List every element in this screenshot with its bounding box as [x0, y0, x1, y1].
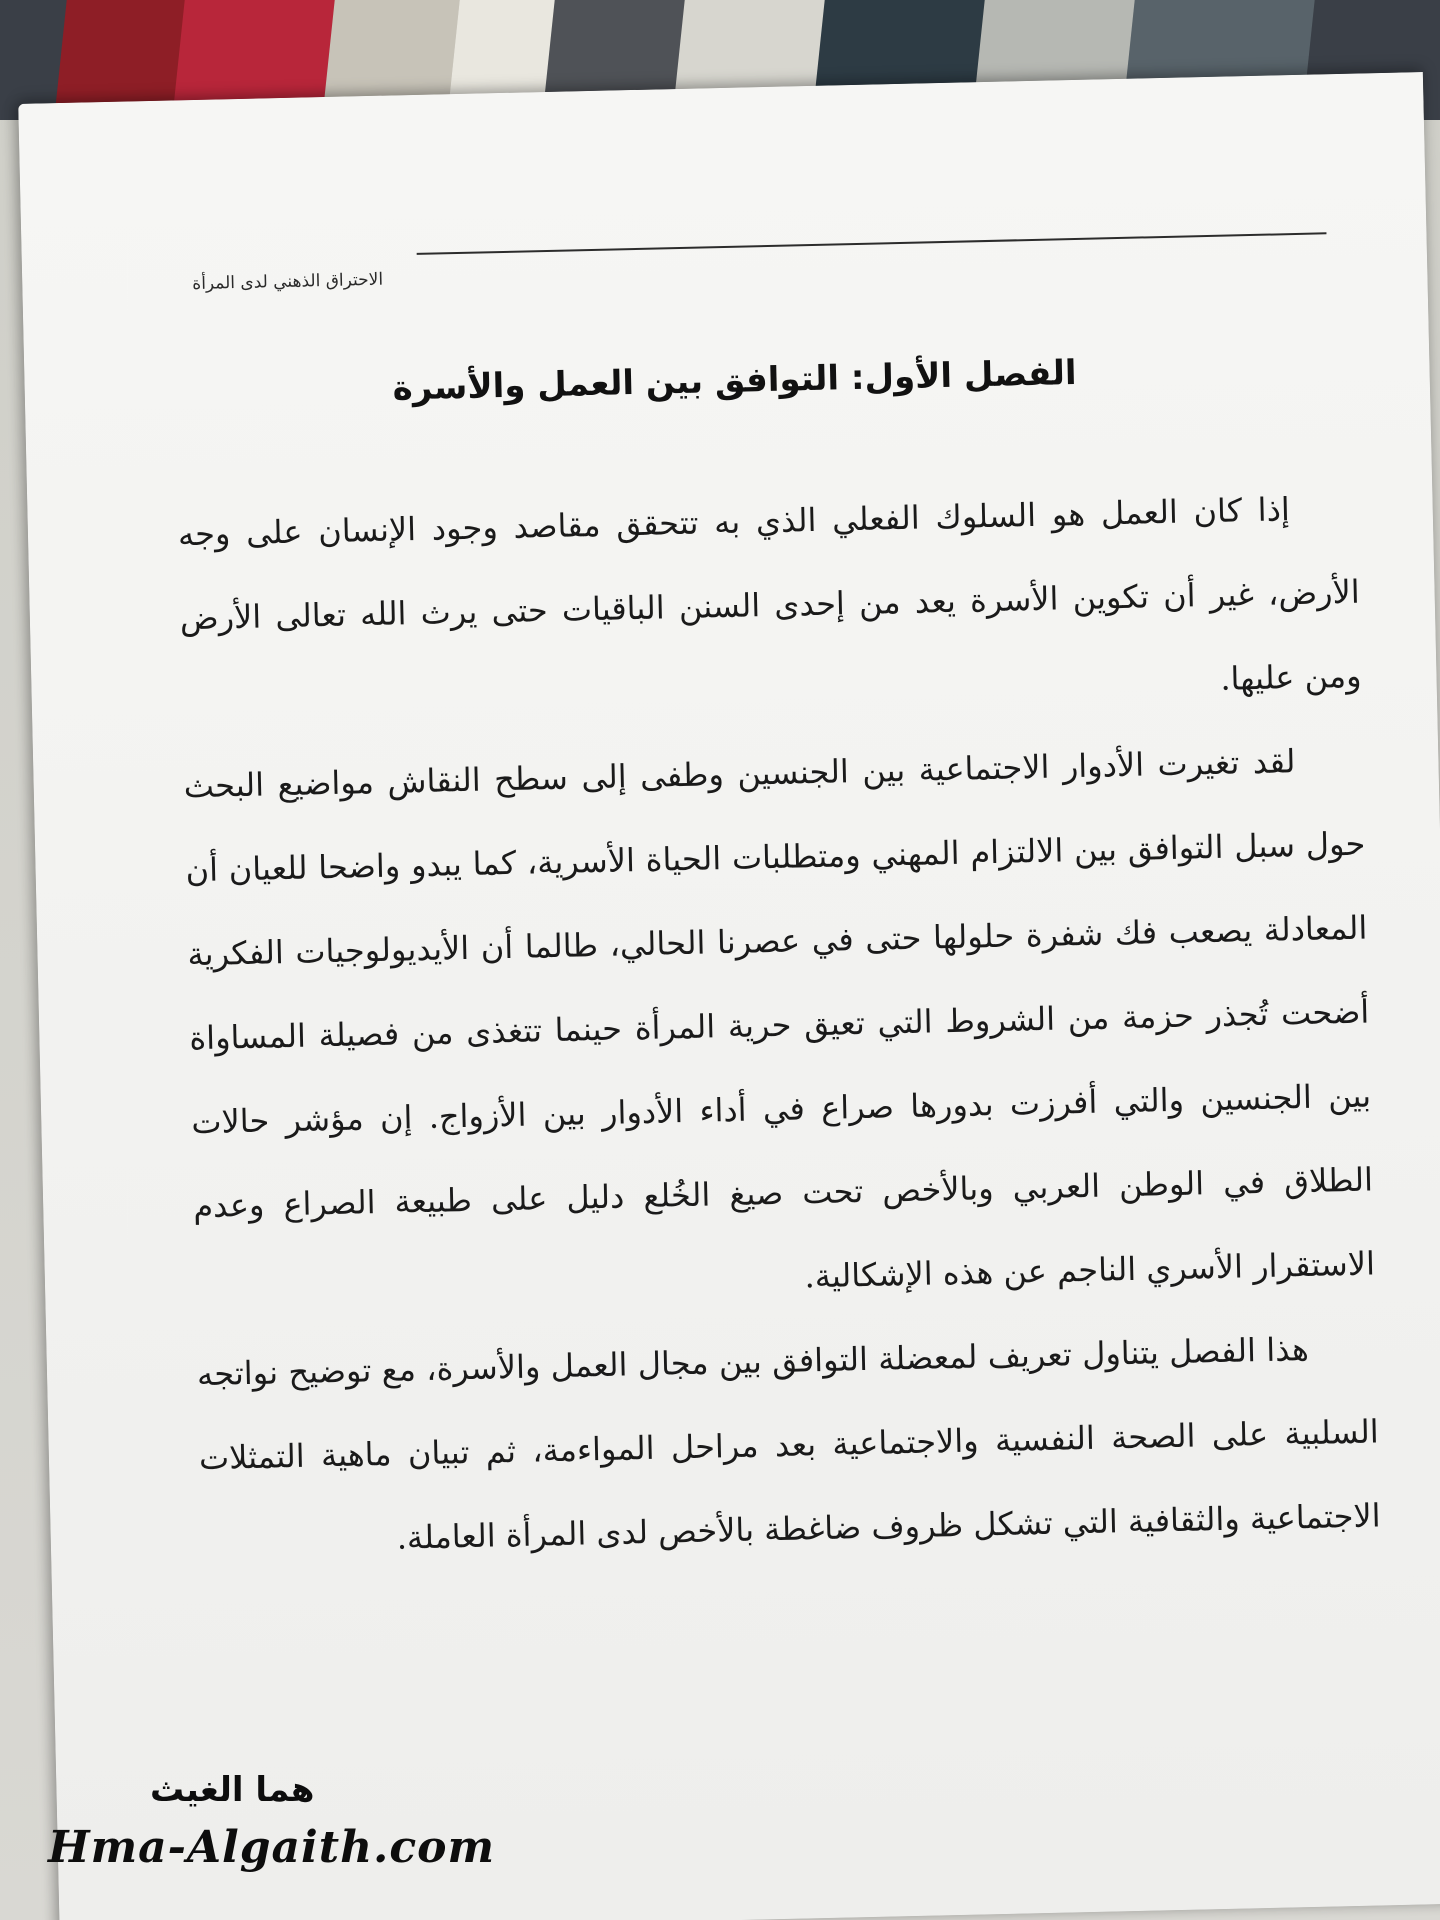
watermark-url: Hma-Algaith.com — [48, 1822, 496, 1873]
running-head: الاحتراق الذهني لدى المرأة — [192, 269, 384, 295]
chapter-title: الفصل الأول: التوافق بين العمل والأسرة — [392, 352, 1078, 409]
body-text — [177, 466, 1381, 1584]
header-rule — [417, 232, 1327, 255]
book-page — [18, 72, 1440, 1920]
paragraph: إذا كان العمل هو السلوك الفعلي الذي به تتحقق مقاصد وجود الإنسان على وجه الأرض، غير أن تكوين الأسرة يعد من إحدى السنن الباقيات حتى يرث الله تعالى الأرض ومن عليها. — [177, 490, 1362, 698]
paragraph: لقد تغيرت الأدوار الاجتماعية بين الجنسين وطفى إلى سطح النقاش مواضيع البحث حول سبل التوافق بين الالتزام المهني ومتطلبات الحياة الأسرية، كما يبدو واضحا للعيان أن المعادلة يصعب فك شفرة حلولها حتى في عصرنا الحالي، طالما أن الأيديولوجيات الفكرية أضحت تُجذر حزمة من الشروط التي تعيق حرية المرأة حينما تتغذى من فصيلة المساواة بين الجنسين والتي أفرزت بدورها صراع في أداء الأدوار بين الأزواج. إن مؤشر حالات الطلاق في الوطن العربي وبالأخص تحت صيغ الخُلع دليل على طبيعة الصراع وعدم الاستقرار الأسري الناجم عن هذه الإشكالية. — [183, 742, 1376, 1296]
paragraph: هذا الفصل يتناول تعريف لمعضلة التوافق بين مجال العمل والأسرة، مع توضيح نواتجه السلبية على الصحة النفسية والاجتماعية بعد مراحل المواءمة، ثم تبيان ماهية التمثلات الاجتماعية والثقافية التي تشكل ظروف ضاغطة بالأخص لدى المرأة العاملة. — [196, 1329, 1381, 1557]
watermark-arabic: هما الغيث — [150, 1770, 315, 1810]
watermark — [40, 1770, 496, 1900]
